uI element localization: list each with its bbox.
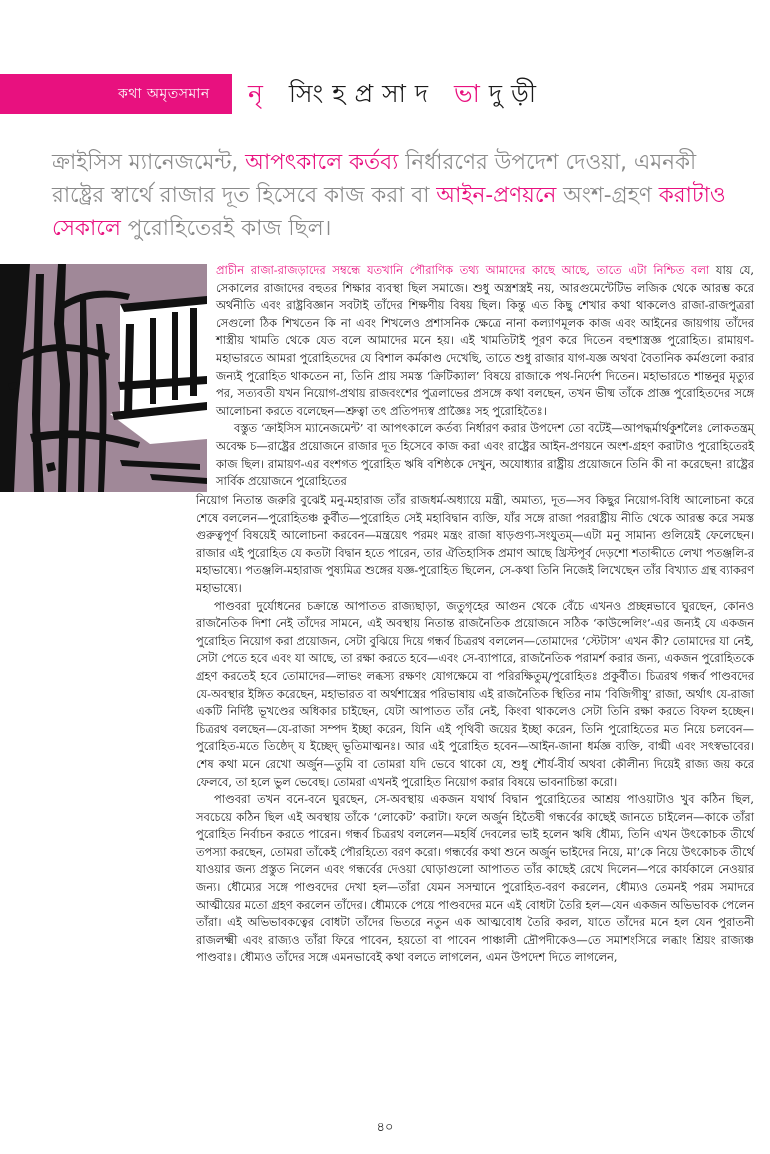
author-name [248, 74, 545, 117]
pull-quote-highlight: আইন-প্রণয়নে [436, 183, 557, 208]
author-part-3: ভা [453, 79, 489, 108]
pull-quote-part: ক্রাইসিস ম্যানেজমেন্ট, [52, 150, 246, 175]
author-part-2: সিংহপ্রসাদ [271, 79, 454, 108]
author-part-4: দুড়ী [488, 79, 545, 108]
author-part-1: নৃ [248, 79, 272, 108]
article-paragraph-4: পাণ্ডবরা তখন বনে-বনে ঘুরছেন, সে-অবস্থায় একজন যথার্থ বিদ্বান পুরোহিতের আশ্রয় পাওয়াটাও খুব কঠিন ছিল, সবচেয়ে কঠিন ছিল এই অবস্থায় তাঁকে ‘লোকেট’ করাটা। ফলে অর্জুন হিতৈষী গন্ধর্বের কাছেই জানতে চাইলেন—কাকে তাঁরা পুরোহিত নির্বাচন করতে পারেন। গন্ধর্ব চিত্ররথ বললেন—মহর্ষি দেবলের ভাই হলেন ঋষি ধৌম্য, তিনি এখন উৎকোচক তীর্থে তপস্যা করছেন, তোমরা তাঁকেই পৌরহিত্যে বরণ করো। গন্ধর্বের কথা শুনে অর্জুন ভাইদের নিয়ে, মা’কে নিয়ে উৎকোচক তীর্থে যাওয়ার জন্য প্রস্তুত নিলেন এবং গন্ধর্বের দেওয়া ঘোড়াগুলো আপাতত তাঁর কাছেই রেখে দিলেন—পরে কার্যকালে নেওয়ার জন্য। ধৌম্যের সঙ্গে পাণ্ডবদের দেখা হল—তাঁরা যেমন সসম্মানে পুরোহিত-বরণ করলেন, ধৌম্যও তেমনই পরম সমাদরে আত্মীয়ের মতো গ্রহণ করলেন তাঁদের। ধৌম্যকে পেয়ে পাণ্ডবদের মনে এই বোধটা তৈরি হল—যেন একজন অভিভাবক পেলেন তাঁরা। এই অভিভাবকত্বের বোধটা তাঁদের ভিতরে নতুন এক আত্মবোধ তৈরি করল, যাতে তাঁদের মনে হল যেন পুরাতনী রাজলক্ষ্মী এবং রাজ্যও তাঁরা ফিরে পাবেন, হয়তো বা পাবেন পাঞ্চালী দ্রৌপদীকেও—তে সমাশংসিরে লব্ধাং শ্রিয়ং রাজ্যঞ্চ পাণ্ডবাঃ। ধৌম্যও তাঁদের সঙ্গে এমনভাবেই কথা বলতে লাগলেন, এমন উপদেশ দিতে লাগলেন, [196, 792, 754, 965]
pull-quote-highlight: আপৎকালে কর্তব্য [245, 150, 399, 175]
pull-quote [52, 146, 752, 245]
article-lead-in: প্রাচীন রাজা-রাজড়াদের সম্বন্ধে যতখানি পৌরাণিক তথ্য আমাদের কাছে আছে, তাতে এটা নিশ্চিত বলা [216, 263, 710, 277]
article-paragraph-2-start: বস্তুত ‘ক্রাইসিস ম্যানেজমেন্ট’ বা আপৎকালে কর্তব্য নির্ধারণ করার উপদেশ তো বটেই—আপদ্ধর্মার্থকুশলৈঃ লোকতন্ত্রম্ অবেক্ষ চ—রাষ্ট্রের প্রয়োজনে রাজার দূত হিসেবে কাজ করা এবং রাষ্ট্রের আইন-প্রণয়নে অংশ-গ্রহণ করাটাও পুরোহিতেরই কাজ ছিল। রামায়ণ-এর বংশগত পুরোহিত ঋষি বশিষ্ঠকে দেখুন, অযোধ্যার রাষ্ট্রীয় প্রয়োজনে তিনি কী না করেছেন! রাষ্ট্রের সার্বিক প্রয়োজনে পুরোহিতের [216, 421, 754, 489]
article-paragraph-2-continued: নিয়োগ নিতান্ত জরুরি বুঝেই মনু-মহারাজ তাঁর রাজধর্ম-অধ্যায়ে মন্ত্রী, অমাত্য, দূত—সব কিছুর নিয়োগ-বিধি আলোচনা করে শেষে বললেন—পুরোহিতঞ্চ কুর্বীত—পুরোহিত সেই মহাবিদ্বান ব্যক্তি, যাঁর সঙ্গে রাজা পররাষ্ট্রীয় নীতি থেকে আরম্ভ করে সমস্ত গুরুত্বপূর্ণ বিষয়েই আলোচনা করবেন—মন্ত্রয়েৎ পরমং মন্ত্রং রাজা ষাড়গুণ্য-সংযুতম্—এটা মনু সামান্য গুলিয়েই ফেলেছেন। রাজার এই পুরোহিত যে কতটা বিদ্বান হতে পারেন, তার ঐতিহাসিক প্রমাণ আছে খ্রিস্টপূর্ব দেড়শো শতাব্দীতে লেখা পতঞ্জলি-র মহাভাষ্যে। পতঞ্জলি-মহারাজ পুষ্যমিত্র শুঙ্গের যজ্ঞ-পুরোহিত ছিলেন, সে-কথা তিনি নিজেই লিখেছেন তাঁর বিখ্যাত গ্রন্থ ব্যাকরণ মহাভাষ্যে। [196, 493, 754, 595]
page-number: ৪০ [376, 1120, 394, 1135]
pull-quote-part: পুরোহিতেরই কাজ ছিল। [120, 216, 332, 241]
pull-quote-part: নির্ধারণের উপদেশ দেওয়া, এমনকী রাষ্ট্রের স্বার্থে রাজার দূত হিসেবে কাজ করা বা [52, 150, 697, 208]
woodcut-illustration [0, 264, 207, 492]
pull-quote-part: অংশ-গ্রহণ [556, 183, 659, 208]
article-paragraph-1: যায় যে, সেকালের রাজাদের বহুতর শিক্ষার ব্যবস্থা ছিল সমাজে। শুধু অস্ত্রশস্ত্রই নয়, আরগুমেন্টেটিভ লজিক থেকে আরম্ভ করে অর্থনীতি এবং রাষ্ট্রবিজ্ঞান সবটাই তাঁদের শিক্ষণীয় বিষয় ছিল। কিন্তু এত কিছু শেখার কথা থাকলেও রাজা-রাজপুত্ররা সেগুলো ঠিক শিখতেন কি না এবং শিখলেও প্রশাসনিক ক্ষেত্রে নানা কল্যাণমূলক কাজ এবং আইনের জায়গায় তাঁদের শাস্ত্রীয় খামতি থেকে যেত বলে আমাদের মনে হয়। এই খামতিটাই পূরণ করে দিতেন বহুশাস্ত্রজ্ঞ পুরোহিত। রামায়ণ-মহাভারতে আমরা পুরোহিতদের যে বিশাল কর্মকাণ্ড দেখেছি, তাতে শুধু রাজার যাগ-যজ্ঞ অথবা বৈতানিক কর্মগুলো করার জন্যই পুরোহিত থাকতেন না, তিনি প্রায় সমস্ত ‘ক্রিটিক্যাল’ বিষয়ে রাজাকে পথ-নির্দেশ দিতেন। মহাভারতে শান্তনুর মৃত্যুর পর, সত্যবতী যখন নিয়োগ-প্রথায় রাজবংশের পুত্রলাভের প্রসঙ্গে কথা বলছেন, তখন ভীষ্ম তাঁকে প্রাজ্ঞ পুরোহিতদের সঙ্গে আলোচনা করতে বলেছেন—শ্রুত্বা তৎ প্রতিপদ্যস্ব প্রাজ্ঞৈঃ সহ পুরোহিতৈঃ। [216, 263, 755, 418]
column-name: কথা অমৃতসমান [118, 86, 210, 102]
article-body-top [216, 262, 754, 491]
article-body-main [196, 492, 754, 967]
article-paragraph-3: পাণ্ডবরা দুর্যোধনের চক্রান্তে আপাতত রাজ্যছাড়া, জতুগৃহের আগুন থেকে বেঁচে এখনও প্রচ্ছন্নভাবে ঘুরছেন, কোনও রাজনৈতিক দিশা নেই তাঁদের সামনে, এই অবস্থায় নিতান্ত রাজনৈতিক প্রয়োজনে সঠিক ‘কাউন্সেলিং’-এর জন্যই যে একজন পুরোহিত নিয়োগ করা প্রয়োজন, সেটা বুঝিয়ে দিয়ে গন্ধর্ব চিত্ররথ বললেন—তোমাদের ‘স্টেটাস’ এখন কী? তোমাদের যা নেই, সেটা পেতে হবে এবং যা আছে, তা রক্ষা করতে হবে—এবং সে-ব্যাপারে, রাজনৈতিক পরামর্শ করার জন্য, একজন পুরোহিতকে গ্রহণ করতেই হবে তোমাদের—লাভং লব্ধস্য রক্ষণং যোগক্ষেমে বা পরিরক্ষিতুম্/পুরোহিতঃ প্রকুর্বীত। চিত্ররথ গন্ধর্ব পাণ্ডবদের যে-অবস্থার ইঙ্গিত করেছেন, মহাভারত বা অর্থশাস্ত্রের পরিভাষায় এই রাজনৈতিক স্থিতির নাম ‘বিজিগীষু’ রাজা, অর্থাৎ যে-রাজা একটি নির্দিষ্ট ভূখণ্ডের অধিকার চাইছেন, যেটা আপাতত তাঁর নেই, কিংবা থাকলেও সেটা তিনি রক্ষা করতে বিফল হচ্ছেন। চিত্ররথ বলছেন—যে-রাজা সম্পদ ইচ্ছা করেন, যিনি এই পৃথিবী জয়ের ইচ্ছা করেন, তিনি পুরোহিতের মত নিয়ে চলবেন—পুরোহিত-মতে তিষ্ঠেদ্ য ইচ্ছেদ্ ভূতিমাত্মনঃ। আর এই পুরোহিত হবেন—আইন-জানা ধর্মজ্ঞ ব্যক্তি, বাগ্মী এবং সৎস্বভাবের। শেষ কথা মনে রেখো অর্জুন—তুমি বা তোমরা যদি ভেবে থাকো যে, শুধু শৌর্য-বীর্য অথবা কৌলীন্য দিয়েই রাজ্য জয় করে ফেলবে, তা হলে ভুল ভেবেছ। তোমরা এখনই পুরোহিত নিয়োগ করার বিষয়ে ভাবনাচিন্তা করো। [196, 598, 754, 789]
pull-quote-highlight: করাটাও সেকালে [52, 183, 726, 241]
